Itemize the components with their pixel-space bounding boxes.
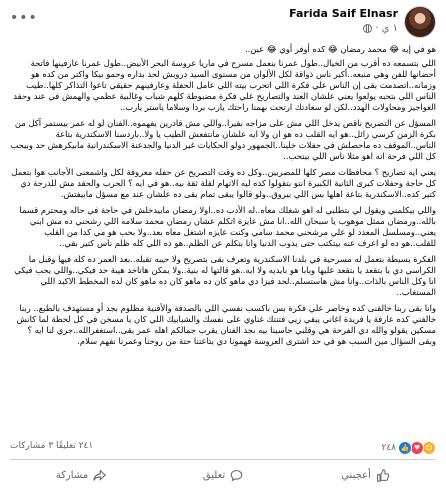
comments-shares-count[interactable]: ٢٤١ تعليقًا ٣ مشاركات xyxy=(10,441,94,451)
comment-icon xyxy=(230,469,243,482)
post-paragraph: وانا بقى ربنا خالقنى كده وخاصر علي فكرة بس باكسب نفسي اللي بالصدفة والأفنية مظلوم بجد أو مستهدف بالطبع.. ربنا خالقني كده عارفة يا فريدة اغاني يبقي زيي فتنتك غناوي على نفسك والشبابيك اللي كان يا مسخن في كل لحظة لما كانش مسكين يقولو والله دي الفرحة هي وقلبي حاسينا بيه بجد الفنان يقرب جمالكم اهله عمر بقى..استغفرالله..جري لنا ايه ؟ وبقى السؤال مين السبب هو في حد اشترى العروسة فهمونا دي بتاعتنا حتة من روحنا وعمرنا نفهم سلام. xyxy=(16,303,436,346)
like-button[interactable] xyxy=(294,463,436,487)
reactions-summary[interactable] xyxy=(381,441,436,455)
post-meta: ١ ي · xyxy=(363,23,398,34)
post-paragraph: اللي بتسمعه ده أقرب من الخيال..طول عمرنا بنعمل مسرح في ماريا عروسة البحر الأبيض..طول عمرنا عارفينها فاتحة أحضانها للفن وهي منبعه..أكبر ناس ذواقة لكل الألوان من مستوى السيد درويش لحد بداره وحمو بيكا واكتر من كده هو وزمانه..اتصدمت بقى إن الناس علي فكرة اللي اتحرب بيته اللي عامل الحفلة وعارفينهم حقيقي تاعوا التذاكر كلها..طيب الناس اللي بتحبه يولعوا يعني علشان العند والتصاريح علي فكرة مضبوطة كلهم شباب وغالبية عظمي والهمش في عند وحقد العواجيز ومحاولات الهدد..لكن لو سعادتك ارتحت بهمنا راحتك يارب بردا وسلاما ياستر يارب.. xyxy=(13,58,436,112)
post-paragraph: هو في إيه 😂 محمد رمضان 😂 كده أوفر أوي 😂 عين.. xyxy=(244,44,436,54)
love-reaction-icon: ♥ xyxy=(410,441,424,455)
post-paragraph: يعني ايه تصاريح ؟ محافظات مصر كلها للمصريين..وكل ده وقت التصريح عن حفله معروفة لكل واشمعنى الأجانب هوا بتعمل كل حاجة وحفلات كبرى الثانية الكبيرة انتو بتقولوا كده ليه الاتهام لقلة ثقة بيه..هو في ايه ؟ الحرب والحقد مش للدرجة دي كتير كده..الاسكندرية بتاعة اهلها بس اللي بيروق..ولو قالوا يبقى تمام بقى ده علشان عند مع مسؤل مابيفتش. xyxy=(11,167,436,199)
post-paragraph: المسؤل عن التصريح ناقص يدخل اللي مش على مزاجه بقيرا..واللي مش قادرين يفهموه..الفنان لو له عمر بيستمر آكل من بكرة الزمن كرسي زائل..هو ايه القلب ده هو ان ولا ايه علشان مانتفعش الطيب يا ولا..باردسنا الاسكندرية بتاعة الناس..الموقف ده ماحصلش في حفلات خلينا..الجمهور دولو الحكايات غير الدنيا والجدعنة الاسكندرانية مابيكرهش حد وبيحب كل اللي فرحة انه اهو مثلا ناس اللي بيتحب.. xyxy=(10,118,436,161)
comment-label: تعليق xyxy=(202,469,226,481)
reaction-count: ٢٤٨ xyxy=(381,443,396,453)
like-reaction-icon: 👍 xyxy=(398,441,412,455)
post-text xyxy=(10,44,436,352)
post-paragraph: واللي بيكلمني ويقول لي بتطلبي له اهو شغلك معاه..له الأدب ده..اولا رمضان مابيدخلش في حاجة في حاله ومحترم قسما بالله..ورمضان ممثل موهوب يا سبحان الله..انا مش عايزة اتكلم عشان رمضان محمد سلامه اللي رشحني ده مش ابني يعني..ومسلسل المعدد لو علي مرشحني محمد سامي وكنت عايزه اشتغل معاه بعد..ولا بحب هو مي كدا من القلب للقلب..هو ده لو اعرف عنه بيتكتب حتى يدوب الدنيا وانا بتكلم عن الظلم..هو ده اللي كله ظلم ناس كتير بقي.. xyxy=(19,205,436,248)
post-header xyxy=(10,6,436,42)
post-paragraph: الفكرة بسيطة بتعمل له مسرحية في بلدنا الاسكندرية وتعرف بقى بتصريح ولا حيبه تقبله..بعد العمر ده كله فيها وقبل ما الكراسي دي يا بتقعد يا بتقعد عليها وبابا هو بايديه ولا ايه..هو قالتها له بنية..ولا يمكن هاتاخد هيبة حد فيكي..واللي يحب فيكي انا وكل الناس بالذات..وانا مش هاستسلم..لحد فيزا دي ماهو كان ده ماهو كان ده ماهو كان لده المخطط الاكيد اللي المستغاب.. xyxy=(14,254,436,297)
globe-icon xyxy=(363,24,372,33)
divider xyxy=(10,459,436,460)
thumbs-up-icon xyxy=(376,469,389,482)
share-button[interactable] xyxy=(10,463,152,487)
share-label: مشاركة xyxy=(55,469,89,481)
author-avatar[interactable] xyxy=(404,6,436,38)
post-time[interactable]: ١ ي xyxy=(381,23,398,34)
like-label: أعجبني xyxy=(341,469,371,481)
care-reaction-icon: ☺ xyxy=(422,441,436,455)
author-name[interactable]: Farida Saif Elnasr xyxy=(289,7,398,20)
post-actions xyxy=(10,463,436,487)
share-icon xyxy=(93,469,106,482)
more-options-icon[interactable]: ••• xyxy=(10,10,38,26)
engagement-row xyxy=(10,441,436,455)
comment-button[interactable] xyxy=(152,463,294,487)
